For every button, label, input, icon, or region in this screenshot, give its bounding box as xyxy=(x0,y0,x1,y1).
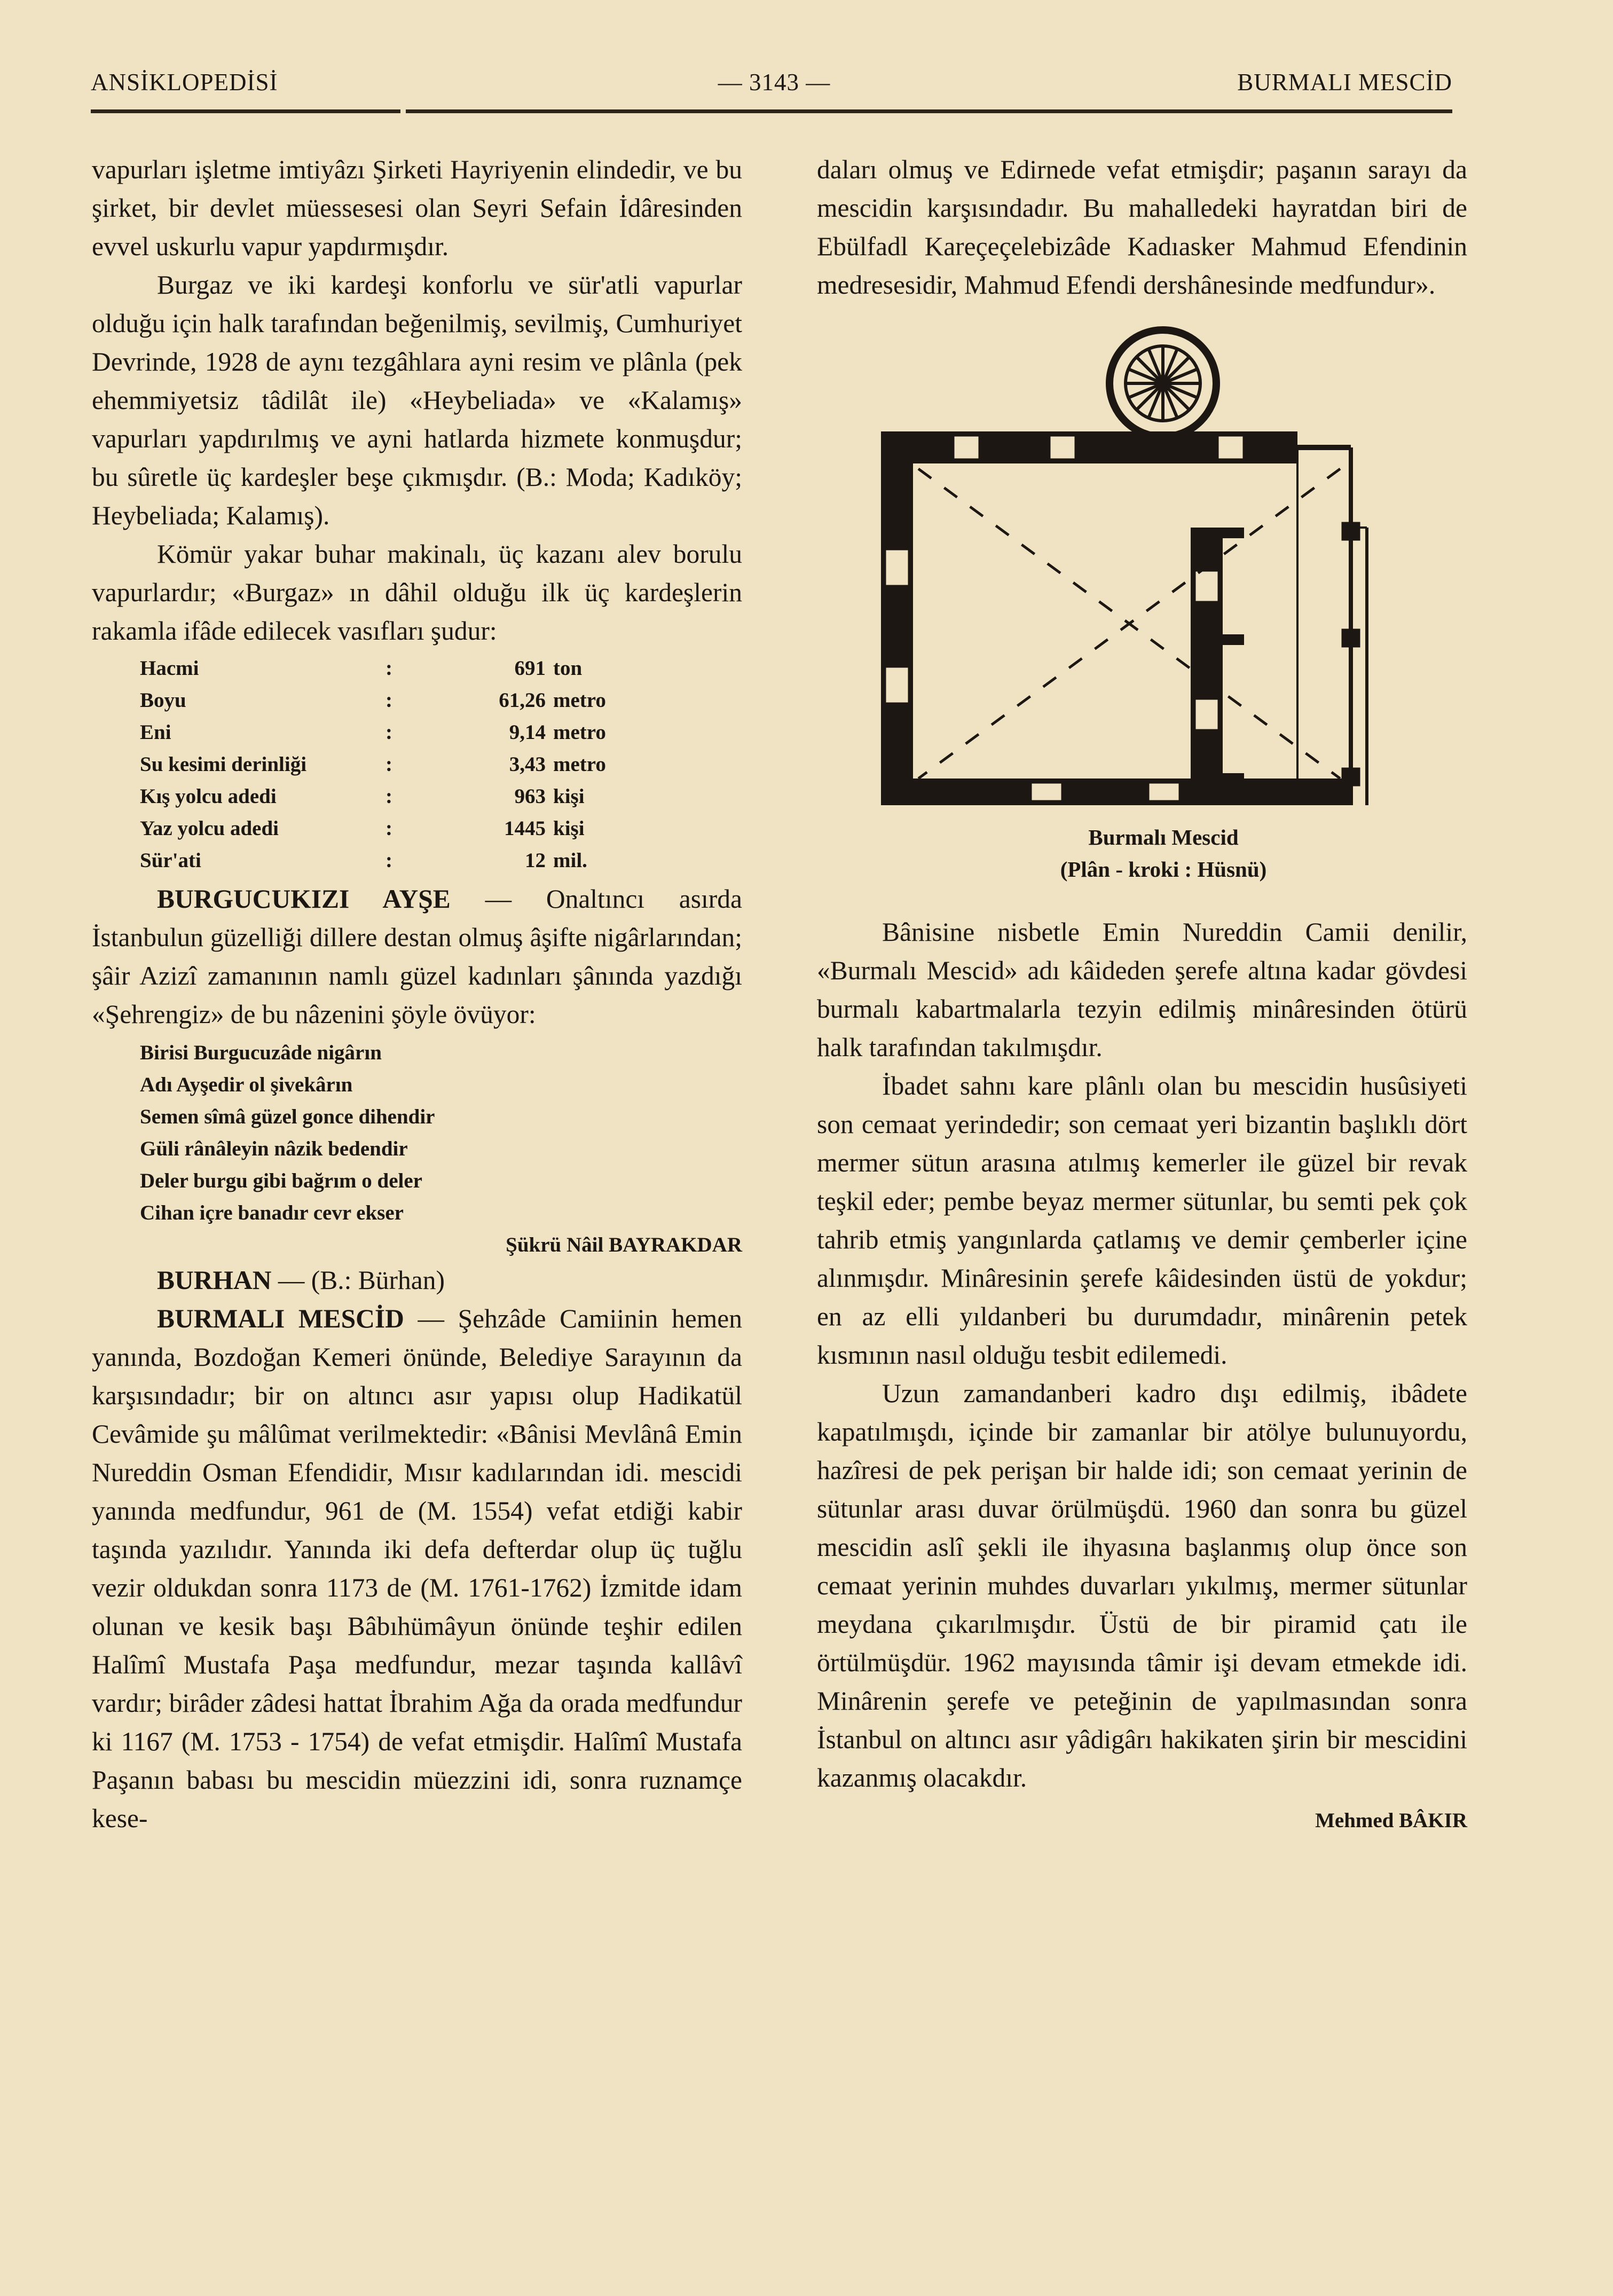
table-row xyxy=(140,781,606,813)
table-row xyxy=(140,685,606,717)
spec-colon: : xyxy=(385,689,392,712)
page-number: — 3143 — xyxy=(718,69,831,96)
portico xyxy=(1297,447,1367,805)
spec-unit: kişi xyxy=(553,817,585,840)
spec-colon: : xyxy=(385,817,392,840)
spec-label: Yaz yolcu adedi xyxy=(140,817,279,840)
table-row xyxy=(140,652,606,685)
spec-colon: : xyxy=(385,849,392,872)
paragraph: Bânisine nisbetle Emin Nureddin Camii denilir, «Burmalı Mescid» adı kâideden şerefe altına kadar gövdesi burmalı kabartmalarla tezyin edilmiş minâresinden ötürü halk tarafından takılmışdır. xyxy=(817,917,1467,1062)
spec-value: 12 xyxy=(525,849,546,872)
header-rule-left xyxy=(91,109,400,113)
spec-unit: metro xyxy=(553,689,606,712)
verse-line: Deler burgu gibi bağrım o deler xyxy=(140,1169,422,1192)
spec-label: Kış yolcu adedi xyxy=(140,785,277,808)
verse-line: Birisi Burgucuzâde nigârın xyxy=(140,1041,382,1064)
spec-unit: metro xyxy=(553,721,606,744)
paragraph: İbadet sahnı kare plânlı olan bu mescidin husûsiyeti son cemaat yerindedir; son cemaat yeri bizantin başlıklı dört mermer sütun arasına atılmış kemerler ile güzel bir revak teşkil eder; pembe beyaz mermer sütunlar, bu semti pek çok tahrib etmiş yangınlarda çatlamış ve demir çemberler içine alınmışdır. Minâresinin şerefe kâidesinden üstü de yokdur; en az elli yıldanberi bu durumdadır, minârenin petek kısmının nasıl olduğu tesbit edilemedi. xyxy=(817,1071,1467,1370)
right-column xyxy=(817,151,1467,1837)
specs-table xyxy=(140,652,606,877)
paragraph: Kömür yakar buhar makinalı, üç kazanı alev borulu vapurlardır; «Burgaz» ın dâhil olduğu ilk üç kardeşlerin rakamla ifâde edilecek vasıfları şudur: xyxy=(92,539,742,646)
figure-caption-credit: (Plân - kroki : Hüsnü) xyxy=(1060,857,1267,882)
header-rule-right xyxy=(406,109,1452,113)
verse-line: Güli rânâleyin nâzik bedendir xyxy=(140,1137,408,1160)
spec-label: Su kesimi derinliği xyxy=(140,753,307,776)
author-signature: Şükrü Nâil BAYRAKDAR xyxy=(506,1233,742,1256)
entry-burmali-mescid xyxy=(92,1300,742,1838)
paragraph: Uzun zamandanberi kadro dışı edilmiş, ibâdete kapatılmışdı, içinde bir zamanlar bir atölye bulunuyordu, hazîresi de pek perişan bir halde idi; son cemaat yerinin de sütunlar arası duvar örülmüşdü. 1960 dan sonra bu güzel mescidin aslî şekli ile ihyasına başlanmış olup önce son cemaat yerinin muhdes duvarları yıkılmış, mermer sütunlar meydana çıkarılmışdır. Üstü de bir piramid çatı ile örtülmüşdür. 1962 mayısında tâmir işi devam etmekde idi. Minârenin şerefe ve peteğinin de yapılmasından sonra İstanbul on altıncı asır yâdigârı hakikaten şirin bir mescidini kazanmış olacakdır. xyxy=(817,1379,1467,1792)
table-row xyxy=(140,813,606,845)
spec-colon: : xyxy=(385,657,392,680)
entry-title: BURHAN xyxy=(157,1265,272,1295)
table-row xyxy=(140,845,606,877)
spec-unit: kişi xyxy=(553,785,585,808)
entry-title: BURGUCUKIZI AYŞE xyxy=(157,884,451,914)
entry-text: — Onaltıncı asırda İstanbulun güzelliği dillere destan olmuş âşifte nigârlarından; şâir Azizî zamanının namlı güzel kadınları şânında yazdığı «Şehrengiz» de bu nâzenini şöyle övüyor: xyxy=(92,884,742,1029)
entry-text: — Şehzâde Camiinin hemen yanında, Bozdoğan Kemeri önünde, Belediye Sarayının da karşısındadır; bir on altıncı asır yapısı olup Hadikatül Cevâmide şu mâlûmat verilmektedir: «Bânisi Mevlânâ Emin Nureddin Osman Efendidir, Mısır kadılarından idi. mescidi yanında medfundur, 961 de (M. 1554) vefat etdiği kabir taşında yazılıdır. Yanında iki defa defterdar olup üç tuğlu vezir oldukdan sonra 1173 de (M. 1761-1762) İzmitde idam olunan ve kesik başı Bâbıhümâyun önünde teşhir edilen Halîmî Mustafa Paşa medfundur, mezar taşında kallâvî vardır; birâder zâdesi hattat İbrahim Ağa da orada medfundur ki 1167 (M. 1753 - 1754) de vefat etmişdir. Halîmî Mustafa Paşanın babası bu mescidin müezzini idi, sonra ruznamçe kese- xyxy=(92,1304,742,1833)
spec-label: Eni xyxy=(140,721,171,744)
paragraph: Burgaz ve iki kardeşi konforlu ve sür'atli vapurlar olduğu için halk tarafından beğenilmiş, sevilmiş, Cumhuriyet Devrinde, 1928 de aynı tezgâhlara ayni resim ve plânla (pek ehemmiyetsiz tâdilât ile) «Heybeliada» ve «Kalamış» vapurları yapdırılmış ve ayni hatlarda hizmete konmuşdur; bu sûretle üç kardeşler beşe çıkmışdır. (B.: Moda; Kadıköy; Heybeliada; Kalamış). xyxy=(92,270,742,530)
minaret-wheel xyxy=(1110,330,1216,437)
spec-colon: : xyxy=(385,753,392,776)
left-column xyxy=(92,151,742,1838)
spec-value: 963 xyxy=(514,785,546,808)
spec-label: Hacmi xyxy=(140,657,199,680)
window-openings xyxy=(885,435,1244,801)
spec-value: 3,43 xyxy=(509,753,546,776)
paragraph: daları olmuş ve Edirnede vefat etmişdir; paşanın sarayı da mescidin karşısındadır. Bu mahalledeki hayratdan biri de Ebülfadl Kareçeçelebizâde Kadıasker Mahmud Efendinin medresesidir, Mahmud Efendi dershânesinde medfundur». xyxy=(817,155,1467,300)
spec-colon: : xyxy=(385,785,392,808)
spec-label: Sür'ati xyxy=(140,849,201,872)
spec-unit: metro xyxy=(553,753,606,776)
entry-burgucukizi xyxy=(92,880,742,1034)
spec-unit: mil. xyxy=(553,849,587,872)
verse-block xyxy=(140,1037,742,1229)
figure-caption-title: Burmalı Mescid xyxy=(1088,825,1239,850)
table-row xyxy=(140,749,606,781)
author-signature: Mehmed BÂKIR xyxy=(1315,1809,1467,1832)
entry-burhan xyxy=(92,1261,742,1300)
header-left: ANSİKLOPEDİSİ xyxy=(91,69,278,96)
header-right: BURMALI MESCİD xyxy=(1237,69,1452,96)
entry-title: BURMALI MESCİD xyxy=(157,1304,404,1333)
spec-label: Boyu xyxy=(140,689,186,712)
mosque-walls xyxy=(881,431,1351,805)
spec-colon: : xyxy=(385,721,392,744)
paragraph: vapurları işletme imtiyâzı Şirketi Hayriyenin elindedir, ve bu şirket, bir devlet müessesesi olan Seyri Sefain İdâresinden evvel uskurlu vapur yapdırmışdır. xyxy=(92,155,742,261)
diagonal-dashes xyxy=(918,469,1340,779)
verse-line: Semen sîmâ güzel gonce dihendir xyxy=(140,1105,435,1128)
spec-value: 9,14 xyxy=(509,721,546,744)
spec-unit: ton xyxy=(553,657,583,680)
verse-line: Cihan içre banadır cevr ekser xyxy=(140,1201,404,1224)
spec-value: 61,26 xyxy=(499,689,546,712)
spec-value: 1445 xyxy=(504,817,546,840)
verse-line: Adı Ayşedir ol şivekârın xyxy=(140,1073,353,1096)
spec-value: 691 xyxy=(514,657,546,680)
entry-text: — (B.: Bürhan) xyxy=(271,1265,445,1295)
floor-plan-figure xyxy=(870,325,1404,821)
table-row xyxy=(140,717,606,749)
